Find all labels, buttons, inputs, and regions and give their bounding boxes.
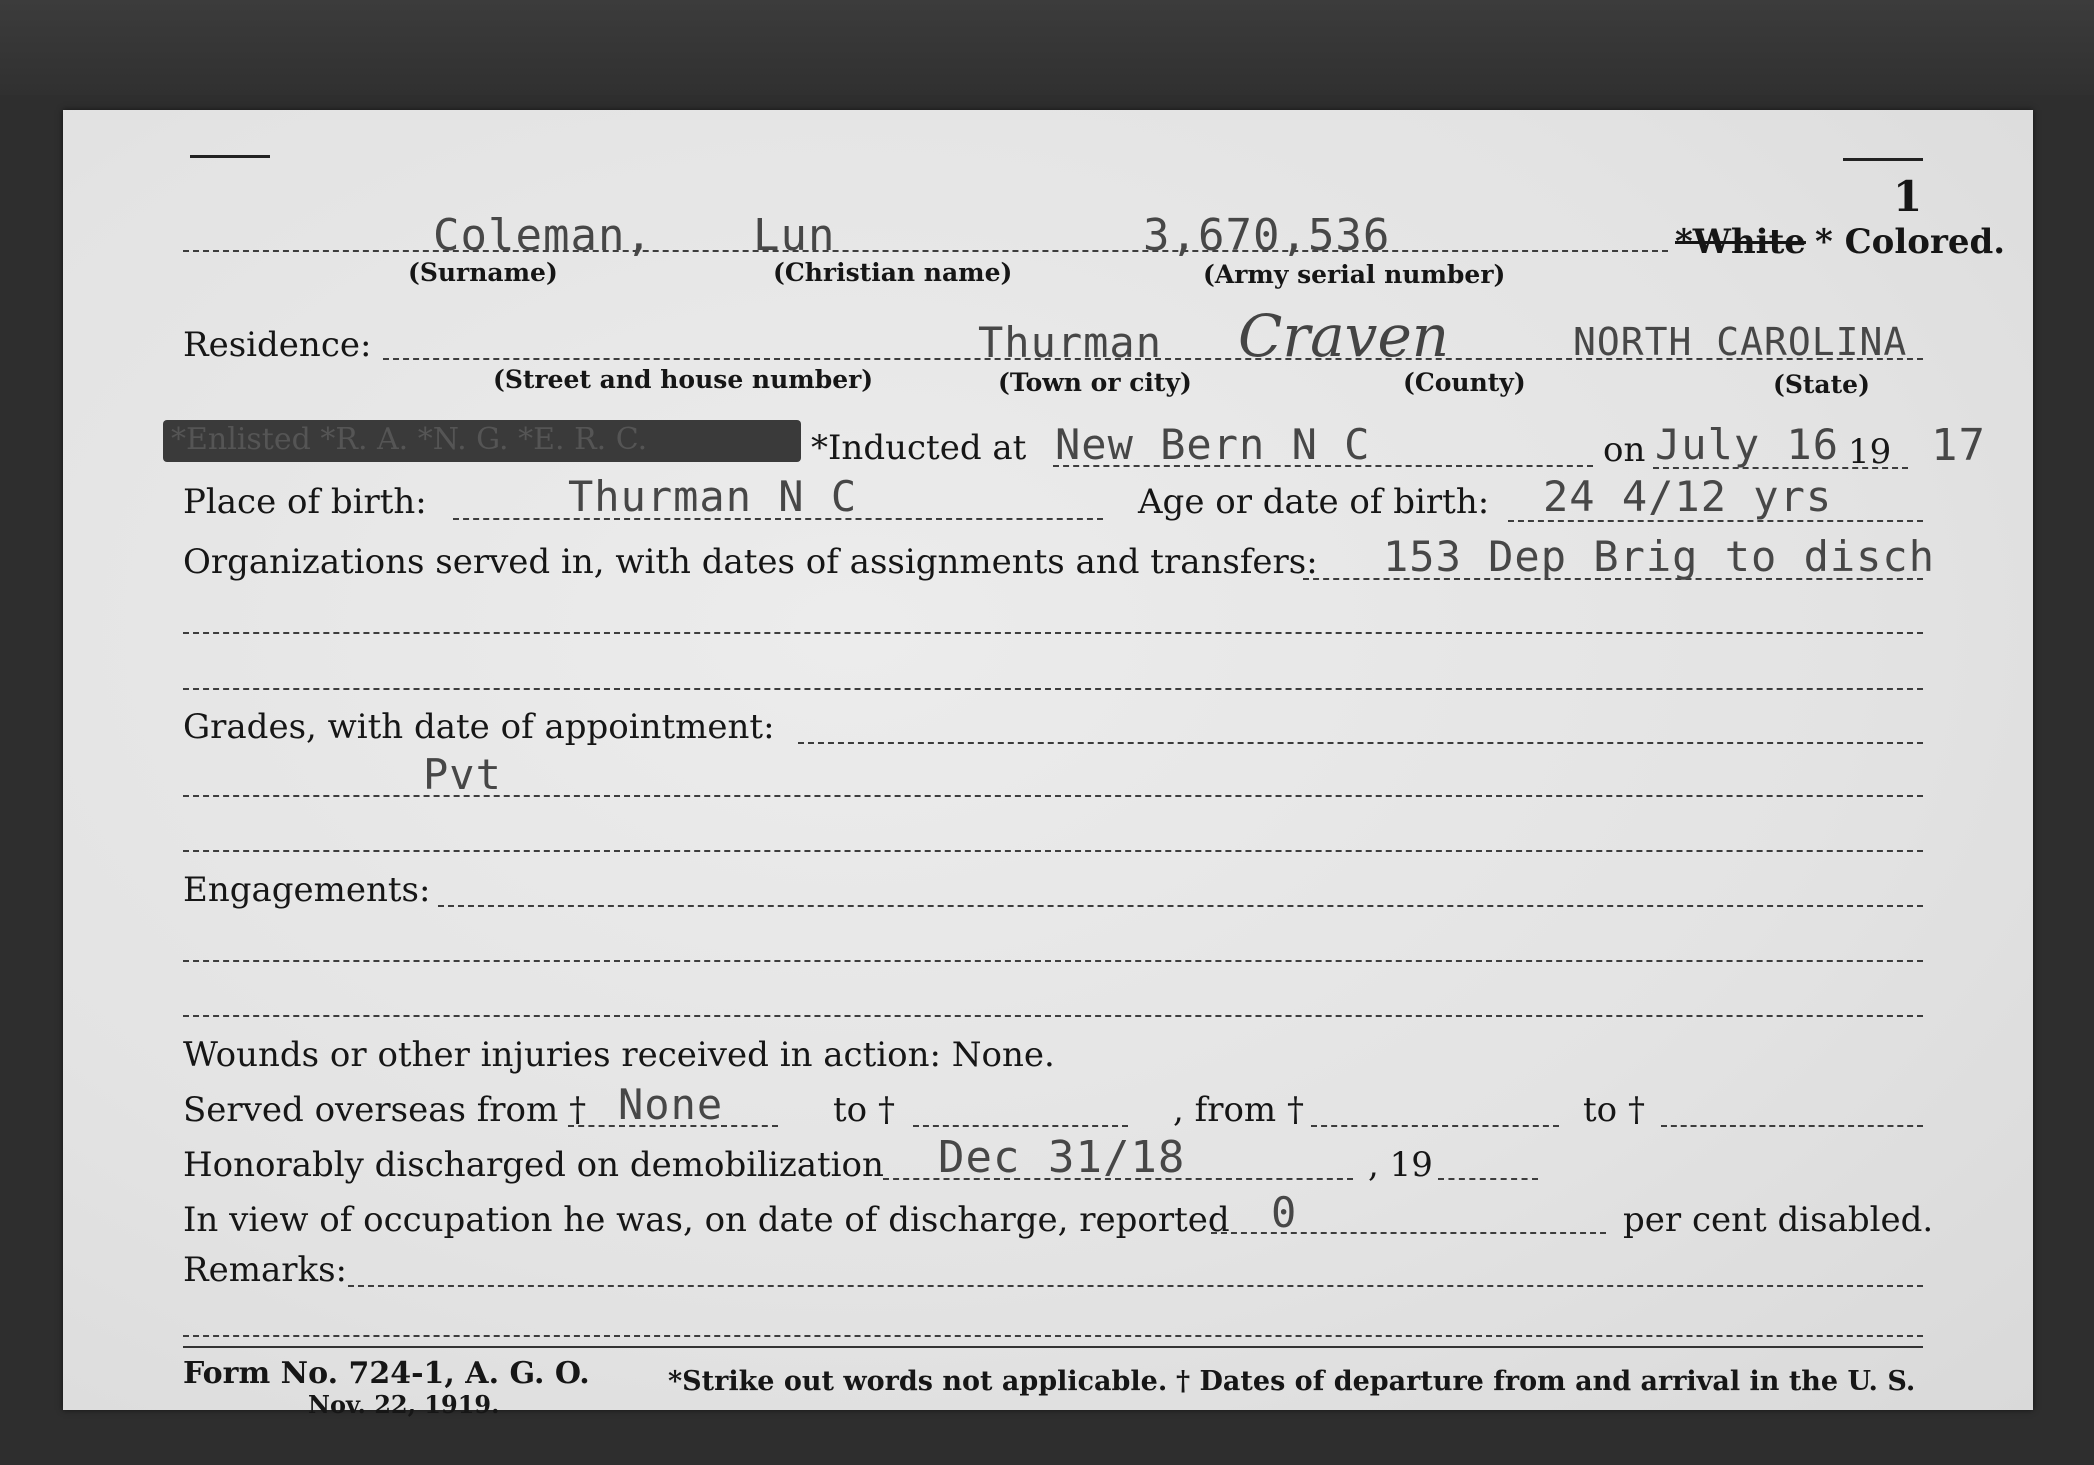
race-white <box>1675 222 1806 262</box>
birthplace-label: Place of birth: <box>183 482 427 522</box>
disability-value: 0 <box>1271 1188 1298 1237</box>
birthplace-value: Thurman N C <box>568 472 858 521</box>
induction-year-prefix: 19 <box>1848 432 1892 472</box>
grades-line-3 <box>183 850 1923 852</box>
overseas-from-line-2 <box>1311 1125 1559 1127</box>
organizations-label: Organizations served in, with dates of assignments and transfers: <box>183 542 1318 582</box>
christian-caption: (Christian name) <box>773 258 1013 287</box>
disability-suffix: per cent disabled. <box>1623 1200 1934 1240</box>
form-date: Nov. 22, 1919. <box>308 1390 500 1419</box>
engagements-line-2 <box>183 960 1923 962</box>
remarks-line-2 <box>183 1335 1923 1337</box>
engagements-line-1 <box>438 905 1923 907</box>
surname-caption: (Surname) <box>408 258 558 287</box>
engagements-label: Engagements: <box>183 870 431 910</box>
organizations-line-2 <box>183 632 1923 634</box>
serial-caption: (Army serial number) <box>1203 260 1506 289</box>
service-record-card <box>63 110 2033 1419</box>
state-caption: (State) <box>1773 370 1870 399</box>
race-colored: * Colored. <box>1815 222 2006 262</box>
residence-town: Thurman <box>978 318 1163 367</box>
footnote-strike: *Strike out words not applicable. <box>668 1366 1168 1397</box>
grades-label: Grades, with date of appointment: <box>183 707 775 747</box>
age-label: Age or date of birth: <box>1138 482 1490 522</box>
serial-number-value: 3,670,536 <box>1143 210 1391 261</box>
organizations-value: 153 Dep Brig to disch <box>1383 532 1936 581</box>
discharge-label: Honorably discharged on demobilization <box>183 1145 884 1185</box>
scanner-background-top <box>0 0 2094 95</box>
induction-date: July 16 <box>1655 420 1840 469</box>
discharge-date: Dec 31/18 <box>938 1132 1186 1183</box>
grades-line-1 <box>798 742 1923 744</box>
organizations-line-3 <box>183 688 1923 690</box>
street-caption: (Street and house number) <box>493 365 874 394</box>
overseas-to-line-2 <box>1661 1125 1923 1127</box>
corner-rule-right <box>1843 158 1923 161</box>
disability-label: In view of occupation he was, on date of discharge, reported <box>183 1200 1230 1240</box>
surname-value: Coleman, <box>433 210 653 261</box>
town-caption: (Town or city) <box>998 368 1192 397</box>
card-number: 1 <box>1893 172 1923 221</box>
overseas-to-label-1: to † <box>833 1090 895 1130</box>
residence-state: NORTH CAROLINA <box>1573 320 1908 364</box>
overseas-to-label-2: to † <box>1583 1090 1645 1130</box>
overseas-from-label-2: , from † <box>1173 1090 1304 1130</box>
county-caption: (County) <box>1403 368 1526 397</box>
footnote-dates: † Dates of departure from and arrival in the U. S. <box>1176 1366 1916 1397</box>
inducted-label: *Inducted at <box>811 428 1027 468</box>
remarks-label: Remarks: <box>183 1250 347 1290</box>
overseas-label: Served overseas from † <box>183 1090 587 1130</box>
form-number: Form No. 724-1, A. G. O. <box>183 1356 590 1391</box>
wounds-label: Wounds or other injuries received in action: None. <box>183 1035 1055 1075</box>
engagements-line-3 <box>183 1015 1923 1017</box>
discharge-year-prefix: , 19 <box>1368 1145 1433 1185</box>
residence-label: Residence: <box>183 325 372 365</box>
footer-rule <box>183 1346 1923 1348</box>
overseas-value: None <box>618 1080 724 1129</box>
overseas-to-line-1 <box>913 1125 1128 1127</box>
remarks-line-1 <box>348 1285 1923 1287</box>
residence-county: Craven <box>1238 302 1450 370</box>
race-white-text: *White <box>1675 222 1806 262</box>
enlisted-redaction: *Enlisted *R. A. *N. G. *E. R. C. <box>163 420 801 462</box>
discharge-year-line <box>1438 1178 1538 1180</box>
corner-rule-left <box>190 155 270 158</box>
age-value: 24 4/12 yrs <box>1543 472 1833 521</box>
inducted-place: New Bern N C <box>1055 420 1371 469</box>
christian-name-value: Lun <box>753 210 836 261</box>
name-line <box>183 250 1668 252</box>
grades-value: Pvt <box>423 750 502 799</box>
on-label: on <box>1603 430 1646 470</box>
induction-year: 17 <box>1931 420 1986 471</box>
